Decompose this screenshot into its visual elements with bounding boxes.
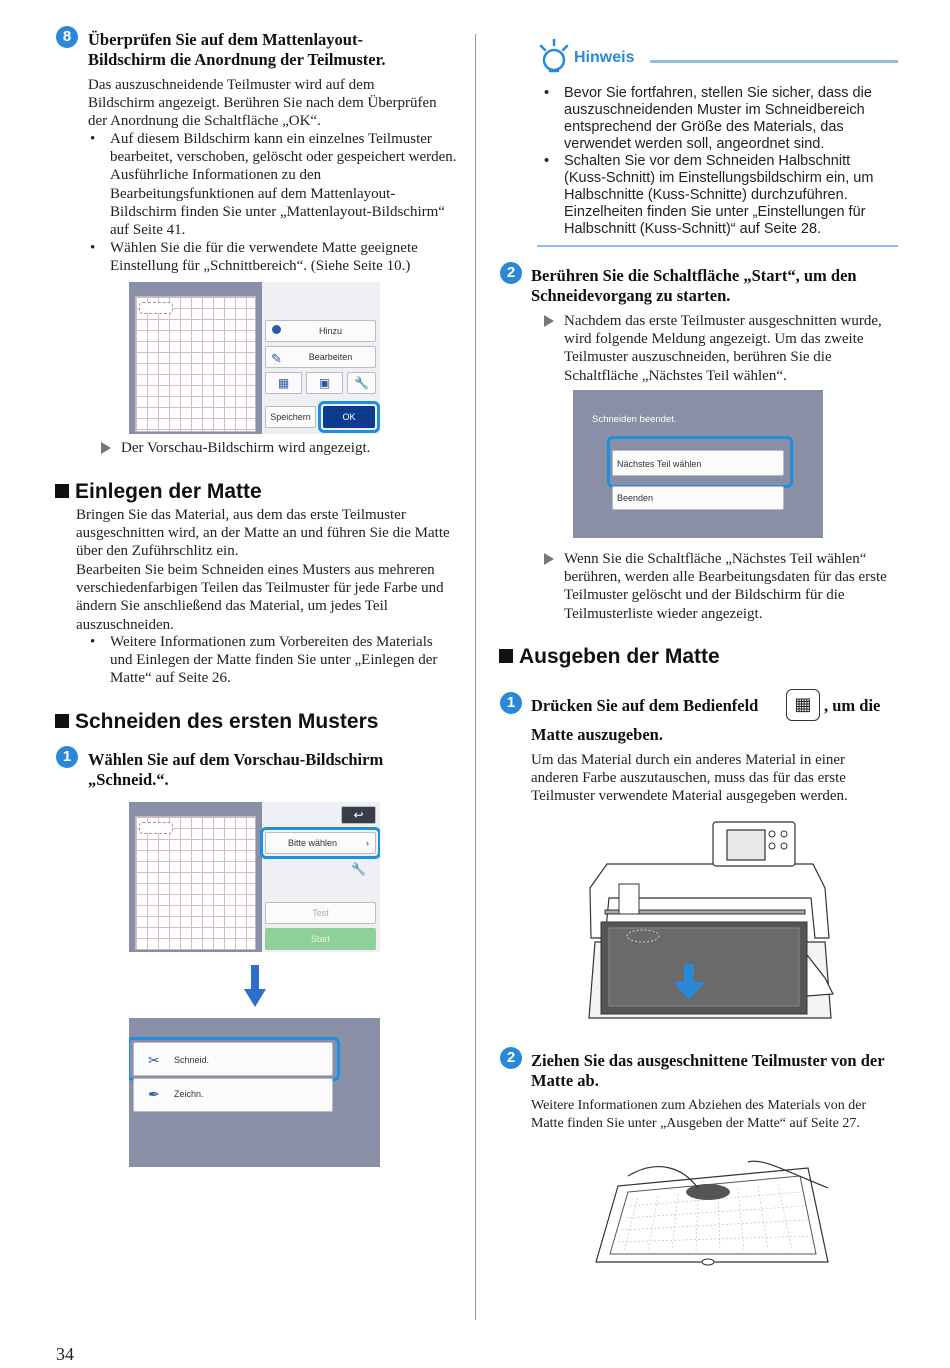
list-item: • Weitere Informationen zum Vorbereiten des Materials und Einlegen der Matte finden Sie unter „Einlegen der Matte“ auf Seite 26.: [88, 633, 458, 688]
wrench-icon: 🔧: [354, 376, 369, 390]
pen-icon: ✒: [148, 1086, 160, 1102]
section-heading-cut: Schneiden des ersten Musters: [55, 710, 378, 734]
mat-button[interactable]: [306, 372, 343, 394]
step-8-result: Der Vorschau-Bildschirm wird angezeigt.: [99, 439, 459, 457]
step-2-title: Berühren Sie die Schaltfläche „Start“, um den Schneidevorgang zu starten.: [531, 266, 857, 305]
load-bullets: [88, 633, 458, 688]
layout-button[interactable]: [265, 372, 302, 394]
square-icon: [499, 649, 513, 663]
layout-icon: ▦: [277, 376, 290, 390]
step-number-8: 8: [56, 26, 78, 48]
eject-step-2-title: Ziehen Sie das ausgeschnittene Teilmuster von der Matte ab.: [531, 1051, 885, 1090]
test-button[interactable]: Test: [265, 902, 376, 924]
step-8-paragraph: Das auszuschneidende Teilmuster wird auf dem Bildschirm angezeigt. Berühren Sie nach dem Überprüfen der Anordnung die Schaltfläche „OK“.: [88, 77, 437, 130]
list-item: • Wählen Sie die für die verwendete Matte geeignete Einstellung für „Schnittbereich“. (Siehe Seite 10.): [88, 239, 458, 275]
peel-illustration: [588, 1158, 838, 1278]
back-button[interactable]: [341, 806, 376, 824]
load-paragraph-1: Bringen Sie das Material, aus dem das erste Teilmuster ausgeschnitten wird, an der Matte an und führen Sie die Matte über den Zuführschlitz ein.: [76, 507, 450, 560]
eject-step-number-1: 1: [500, 692, 522, 714]
edit-button[interactable]: ✎ Bearbeiten: [265, 346, 376, 368]
note-rule: [650, 60, 898, 63]
arrow-icon: [544, 553, 554, 565]
chevron-right-icon: ›: [366, 838, 369, 848]
end-button[interactable]: Beenden: [612, 486, 784, 510]
eject-step-1-title-a: Drücken Sie auf dem Bedienfeld: [531, 696, 759, 715]
note-title: Hinweis: [574, 49, 635, 66]
down-arrow-icon: [244, 965, 266, 1008]
ok-button[interactable]: OK: [323, 406, 375, 428]
eject-step-1-paragraph: Um das Material durch ein anderes Material in einer anderen Farbe auszutauschen, muss das für das erste Teilmuster verwendete Material ausgegeben werden.: [531, 752, 848, 805]
page-number: 34: [56, 1344, 74, 1364]
cut-finished-screen: [573, 390, 823, 538]
highlight-select: [260, 827, 380, 859]
note-bullets: [536, 85, 896, 238]
step-number-2: 2: [500, 262, 522, 284]
step-2-result-2: Wenn Sie die Schaltfläche „Nächstes Teil wählen“ berühren, werden alle Bearbeitungsdaten für das erste Teilmuster gelöscht und der Bildschirm für die Teilmusterliste wieder angezeigt.: [542, 550, 902, 623]
lightbulb-icon: [536, 38, 572, 76]
highlight-ok: [318, 401, 380, 433]
cut-button[interactable]: ✂ Schneid.: [133, 1042, 333, 1076]
pen-icon: ✎: [271, 351, 282, 366]
cut-step-1-title: Wählen Sie auf dem Vorschau-Bildschirm „Schneid.“.: [88, 750, 384, 789]
square-icon: [55, 714, 69, 728]
save-button[interactable]: Speichern: [265, 406, 316, 428]
preview-screen: [129, 802, 380, 952]
select-dropdown[interactable]: Bitte wählen ›: [265, 832, 376, 854]
step-8-title: Überprüfen Sie auf dem Mattenlayout-Bildschirm die Anordnung der Teilmuster.: [88, 30, 386, 69]
cut-icon: ✂: [148, 1052, 160, 1068]
arrow-icon: [544, 315, 554, 327]
next-part-button[interactable]: Nächstes Teil wählen: [612, 450, 784, 476]
mode-select-screen: [129, 1018, 380, 1167]
mat-preview: [135, 816, 256, 950]
mat-layout-screen: [129, 282, 380, 434]
section-heading-load: Einlegen der Matte: [55, 480, 262, 504]
shapes-icon: [272, 325, 281, 334]
arrow-icon: [101, 442, 111, 454]
draw-button[interactable]: ✒ Zeichn.: [133, 1078, 333, 1112]
mat-icon: ▣: [318, 376, 331, 390]
eject-step-1-title-b: , um die: [824, 696, 881, 715]
feed-button-icon: ▦: [786, 689, 820, 721]
list-item: • Auf diesem Bildschirm kann ein einzelnes Teilmuster bearbeitet, verschoben, gelöscht oder gespeichert werden. Ausführliche Informationen zu den Bearbeitungsfunktionen auf dem Mattenlayout-Bildschirm finden Sie unter „Mattenlayout-Bildschirm“ auf Seite 41.: [88, 130, 458, 239]
list-item: • Schalten Sie vor dem Schneiden Halbschnitt (Kuss-Schnitt) im Einstellungsbildschirm ein, um Halbschnitte (Kuss-Schnitte) durchzuführen. Einzelheiten finden Sie unter „Einstellungen für Halbschnitt (Kuss-Schnitt)“ auf Seite 28.: [536, 153, 896, 238]
start-button[interactable]: Start: [265, 928, 376, 950]
finished-message: Schneiden beendet.: [592, 414, 677, 425]
eject-step-number-2: 2: [500, 1047, 522, 1069]
step-8-bullets: [88, 130, 458, 276]
eject-step-2-paragraph: Weitere Informationen zum Abziehen des Materials von der Matte finden Sie unter „Ausgeben der Matte“ auf Seite 27.: [531, 1098, 867, 1131]
column-divider: [475, 34, 476, 1320]
settings-button[interactable]: [347, 372, 376, 394]
eject-step-1-title-c: Matte auszugeben.: [531, 725, 663, 744]
highlight-next: [607, 436, 793, 488]
wrench-icon: 🔧: [351, 862, 366, 876]
machine-illustration: [585, 818, 835, 1028]
highlight-cut: [129, 1037, 340, 1081]
list-item: • Bevor Sie fortfahren, stellen Sie sicher, dass die auszuschneidenden Muster im Schneidbereich entsprechend der Größe des Materials, das verwendet werden soll, angeordnet sind.: [536, 85, 896, 153]
square-icon: [55, 484, 69, 498]
step-2-result-1: Nachdem das erste Teilmuster ausgeschnitten wurde, wird folgende Meldung angezeigt. Um das zweite Teilmuster auszuschneiden, berühren Sie die Schaltfläche „Nächstes Teil wählen“.: [542, 312, 902, 385]
return-icon: ↩: [353, 808, 364, 822]
section-heading-eject: Ausgeben der Matte: [499, 645, 720, 669]
step-number-1: 1: [56, 746, 78, 768]
add-button[interactable]: Hinzu: [265, 320, 376, 342]
mat-preview: [135, 296, 256, 432]
note-bottom-rule: [537, 245, 898, 247]
load-paragraph-2: Bearbeiten Sie beim Schneiden eines Musters aus mehreren verschiedenfarbigen Teilen das Teilmuster für jede Farbe und ändern Sie anschließend das Material, um jedes Teil auszuschneiden.: [76, 562, 444, 633]
